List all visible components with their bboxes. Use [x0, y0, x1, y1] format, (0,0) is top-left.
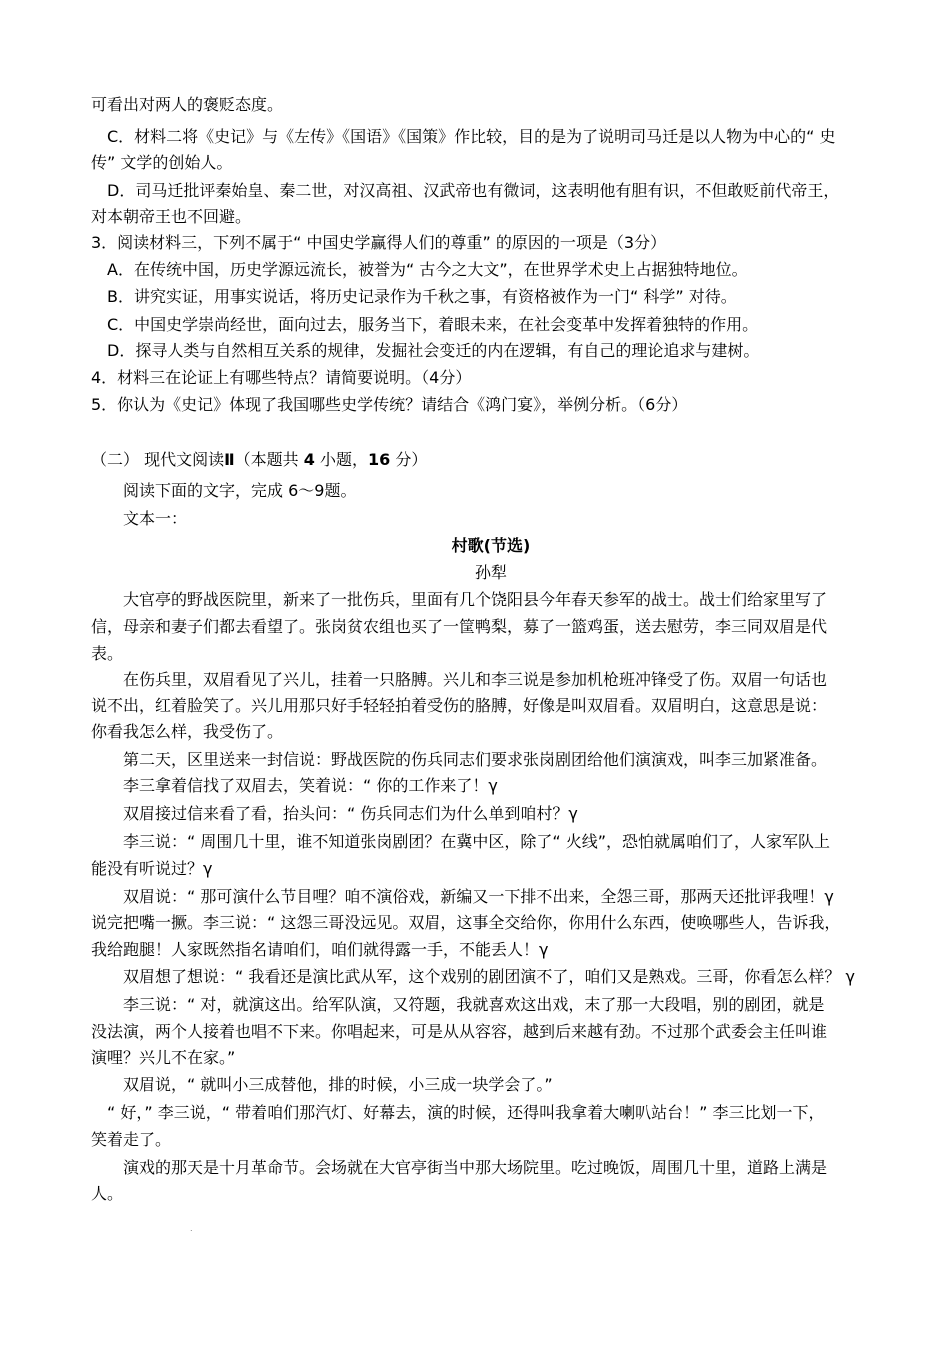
- text-line: 传” 文学的创始人。: [91, 153, 233, 172]
- paragraph-line: 说不出，红着脸笑了。兴儿用那只好手轻轻拍着受伤的胳膊，好像是叫双眉看。双眉明白，这意思是说：: [91, 696, 828, 715]
- paragraph-line: 笑着走了。: [91, 1130, 172, 1149]
- paragraph-line: 表。: [91, 644, 124, 663]
- paragraph-line: 说完把嘴一撅。李三说：“ 这怨三哥没远见。双眉，这事全交给你，你用什么东西，使唤哪些人，告诉我，: [91, 913, 841, 932]
- paragraph-line: 没法演，两个人接着也唱不下来。你唱起来，可是从从容容，越到后来越有劲。不过那个武委会主任叫谁: [91, 1022, 828, 1041]
- paragraph-line: 李三说：“ 对，就演这出。给军队演，又符题，我就喜欢这出戏，末了那一大段唱，别的剧团，就是: [123, 995, 825, 1014]
- paragraph-line: 演戏的那天是十月革命节。会场就在大官亭街当中那大场院里。吃过晚饭，周围几十里，道路上满是: [123, 1158, 828, 1177]
- paragraph-line: 李三说：“ 周围几十里，谁不知道张岗剧团？在冀中区，除了“ 火线”，恐怕就属咱们了，人家军队上: [123, 832, 831, 851]
- paragraph-line: 双眉说：“ 那可演什么节目哩？咱不演俗戏，新编又一下排不出来，全怨三哥，那两天还批评我哩！γ: [123, 887, 834, 906]
- footer-mark: .: [190, 1224, 193, 1233]
- text-label: 文本一：: [123, 509, 188, 528]
- option-d: D．司马迁批评秦始皇、秦二世，对汉高祖、汉武帝也有微词，这表明他有胆有识，不但敢贬前代帝王，: [107, 181, 840, 200]
- paragraph-line: 信，母亲和妻子们都去看望了。张岗贫农组也买了一筐鸭梨，募了一篮鸡蛋，送去慰劳，李三同双眉是代: [91, 617, 828, 636]
- question-4: 4．材料三在论证上有哪些特点？请简要说明。（4分）: [91, 368, 472, 387]
- paragraph-line: 能没有听说过？γ: [91, 859, 213, 878]
- option-b: B．讲究实证，用事实说话，将历史记录作为千秋之事，有资格被作为一门“ 科学” 对待。: [107, 287, 737, 306]
- paragraph-line: 第二天，区里送来一封信说：野战医院的伤兵同志们要求张岗剧团给他们演演戏，叫李三加紧准备。: [123, 750, 828, 769]
- paragraph-line: 双眉想了想说：“ 我看还是演比武从军，这个戏别的剧团演不了，咱们又是熟戏。三哥，你看怎么样？ γ: [123, 967, 855, 986]
- story-title: 村歌(节选): [451, 536, 531, 555]
- option-c: C．中国史学崇尚经世，面向过去，服务当下，着眼未来，在社会变革中发挥着独特的作用。: [107, 315, 759, 334]
- question-3: 3．阅读材料三，下列不属于“ 中国史学赢得人们的尊重” 的原因的一项是（3分）: [91, 233, 667, 252]
- option-d: D．探寻人类与自然相互关系的规律，发掘社会变迁的内在逻辑，有自己的理论追求与建树。: [107, 341, 760, 360]
- paragraph-line: “ 好，” 李三说，“ 带着咱们那汽灯、好幕去，演的时候，还得叫我拿着大喇叭站台！” 李三比划一下，: [107, 1103, 825, 1122]
- paragraph-line: 双眉说，“ 就叫小三成替他，排的时候，小三成一块学会了。”: [123, 1075, 553, 1094]
- option-a: A．在传统中国，历史学源远流长，被誉为“ 古今之大文”，在世界学术史上占据独特地位。: [107, 260, 748, 279]
- instruction: 阅读下面的文字，完成 6～9题。: [123, 481, 357, 500]
- paragraph-line: 大官亭的野战医院里，新来了一批伤兵，里面有几个饶阳县今年春天参军的战士。战士们给家里写了: [123, 590, 828, 609]
- paragraph-line: 在伤兵里，双眉看见了兴儿，挂着一只胳膊。兴儿和李三说是参加机枪班冲锋受了伤。双眉一句话也: [123, 670, 828, 689]
- text-line: 对本朝帝王也不回避。: [91, 207, 252, 226]
- paragraph-line: 你看我怎么样，我受伤了。: [91, 722, 284, 741]
- question-5: 5．你认为《史记》体现了我国哪些史学传统？请结合《鸿门宴》，举例分析。（6分）: [91, 395, 688, 414]
- paragraph-line: 双眉接过信来看了看，抬头问：“ 伤兵同志们为什么单到咱村？γ: [123, 804, 578, 823]
- section-heading: （二） 现代文阅读Ⅱ（本题共 4 小题，16 分）: [91, 450, 428, 469]
- text-line: 可看出对两人的褒贬态度。: [91, 95, 284, 114]
- option-c: C．材料二将《史记》与《左传》《国语》《国策》作比较，目的是为了说明司马迁是以人物为中心的“ 史: [107, 127, 836, 146]
- paragraph-line: 演哩？兴儿不在家。”: [91, 1048, 236, 1067]
- paragraph-line: 人。: [91, 1184, 124, 1203]
- story-author: 孙犁: [474, 563, 507, 582]
- paragraph-line: 我给跑腿！人家既然指名请咱们，咱们就得露一手，不能丢人！γ: [91, 940, 549, 959]
- paragraph-line: 李三拿着信找了双眉去，笑着说：“ 你的工作来了！γ: [123, 776, 498, 795]
